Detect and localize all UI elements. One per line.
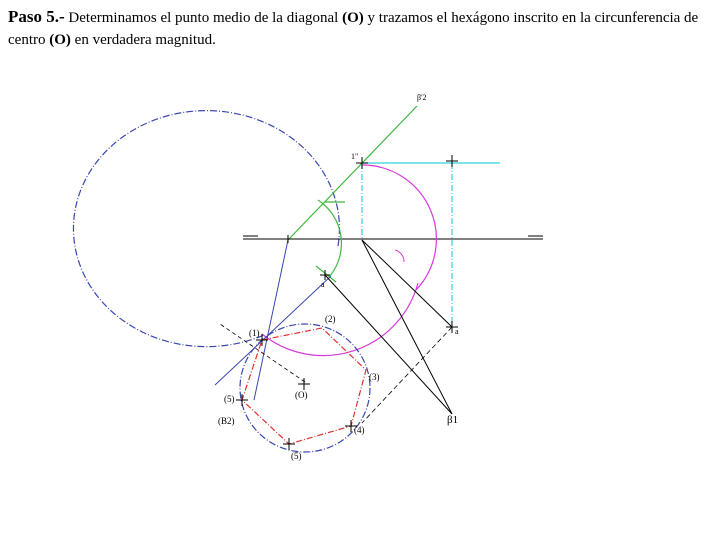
- label-vertex-2: (2): [325, 314, 336, 324]
- label-vertex-4: (4): [354, 425, 365, 435]
- green-diag-tick: [316, 266, 336, 282]
- label-a-prime: a: [321, 280, 325, 289]
- rotated-plane-line: [215, 276, 331, 385]
- label-1pp: 1": [351, 152, 359, 161]
- green-trace-beta2: [288, 106, 417, 240]
- green-arc: [318, 200, 341, 276]
- label-vertex-1: (1): [249, 328, 260, 338]
- label-center-o: (O): [295, 390, 308, 400]
- diagonal-line-beta1: [362, 240, 452, 414]
- magenta-upper-arc: [362, 165, 436, 290]
- magenta-small-arc: [395, 250, 404, 262]
- perpendicular-line: [362, 240, 452, 327]
- caption-o-label-1: (O): [342, 10, 364, 26]
- dashed-projection-left: [220, 324, 305, 382]
- step-number: Paso 5.-: [8, 7, 65, 26]
- line-a-projection: [325, 275, 452, 414]
- black-line-b: [254, 240, 288, 400]
- label-beta1: β1: [447, 414, 459, 426]
- cross-mark-right-top: [446, 155, 458, 167]
- label-vertex-5-bottom: (5): [291, 451, 302, 461]
- caption-text-c: en verdadera magnitud.: [70, 32, 216, 48]
- label-vertex-5-left: (5): [224, 394, 235, 404]
- cross-mark-center-o: [298, 378, 310, 390]
- caption-text-a: Determinamos el punto medio de la diagonal: [64, 10, 343, 26]
- caption-text-b: y trazamos el hexágono inscrito en la circunferencia de centro: [8, 10, 699, 48]
- label-vertex-3: (3): [369, 372, 380, 382]
- label-small-a: a: [455, 327, 459, 336]
- label-beta2: β'2: [417, 93, 427, 102]
- label-b2: (B2): [218, 416, 235, 426]
- caption-o-label-2: (O): [49, 32, 71, 48]
- cross-mark-ground: [285, 235, 291, 243]
